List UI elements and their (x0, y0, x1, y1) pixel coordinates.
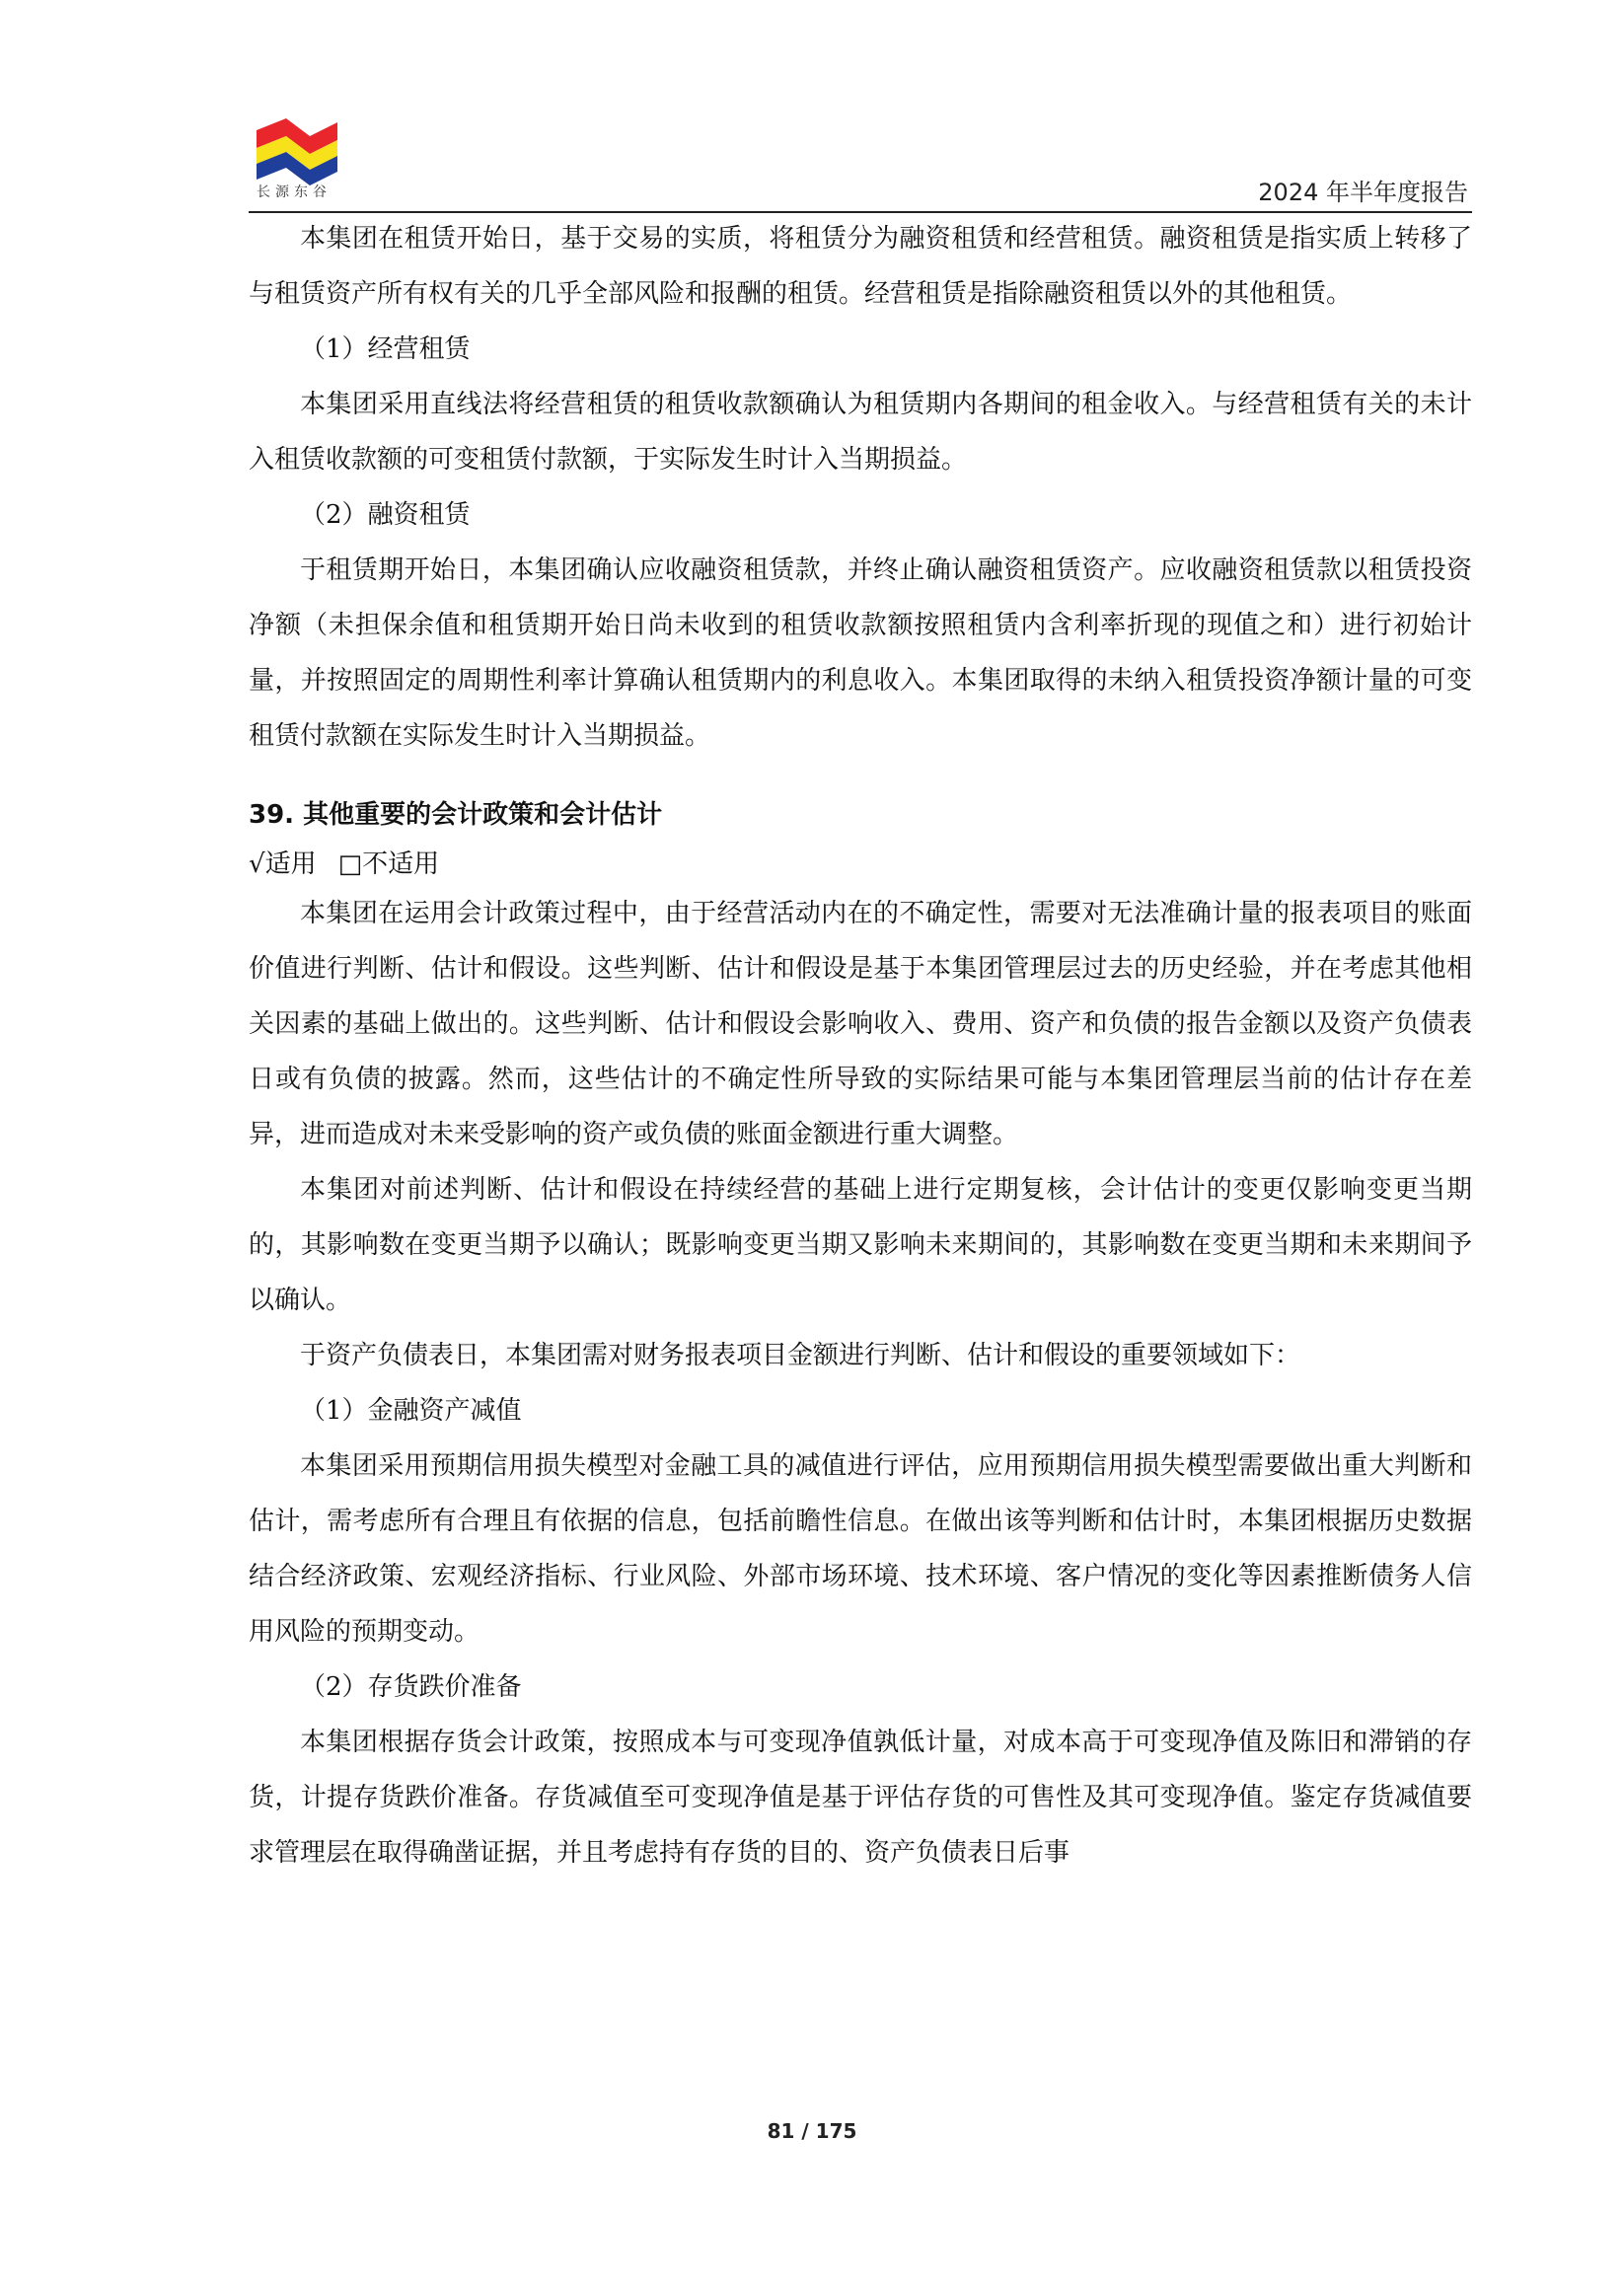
operating-lease-heading: （1）经营租赁 (300, 334, 471, 364)
logo-text: 长源东谷 (257, 184, 332, 200)
finance-lease-heading: （2）融资租赁 (300, 500, 471, 530)
operating-lease-paragraph: 本集团采用直线法将经营租赁的租赁收款额确认为租赁期内各期间的租金收入。与经营租赁有关的未计入租赁收款额的可变租赁付款额，于实际发生时计入当期损益。 (249, 390, 1472, 475)
impairment-heading: （1）金融资产减值 (300, 1396, 522, 1426)
applicability-line (249, 843, 1472, 886)
finance-lease-paragraph: 于租赁期开始日，本集团确认应收融资租赁款，并终止确认融资租赁资产。应收融资租赁款以租赁投资净额（未担保余值和租赁期开始日尚未收到的租赁收款额按照租赁内含利率折现的现值之和）进行初始计量，并按照固定的周期性利率计算确认租赁期内的利息收入。本集团取得的未纳入租赁投资净额计量的可变租赁付款额在实际发生时计入当期损益。 (249, 555, 1472, 751)
page-header (249, 116, 1472, 213)
section-39-title: 39. 其他重要的会计政策和会计估计 (249, 800, 663, 830)
section-39-paragraph-1: 本集团在运用会计政策过程中，由于经营活动内在的不确定性，需要对无法准确计量的报表项目的账面价值进行判断、估计和假设。这些判断、估计和假设是基于本集团管理层过去的历史经验，并在考虑其他相关因素的基础上做出的。这些判断、估计和假设会影响收入、费用、资产和负债的报告金额以及资产负债表日或有负债的披露。然而，这些估计的不确定性所导致的实际结果可能与本集团管理层当前的估计存在差异，进而造成对未来受影响的资产或负债的账面金额进行重大调整。 (249, 899, 1472, 1149)
section-39-paragraph-3: 于资产负债表日，本集团需对财务报表项目金额进行判断、估计和假设的重要领域如下： (300, 1341, 1301, 1370)
lease-intro-paragraph: 本集团在租赁开始日，基于交易的实质，将租赁分为融资租赁和经营租赁。融资租赁是指实质上转移了与租赁资产所有权有关的几乎全部风险和报酬的租赁。经营租赁是指除融资租赁以外的其他租赁。 (249, 224, 1472, 309)
inventory-heading: （2）存货跌价准备 (300, 1672, 522, 1702)
not-applicable-option: □不适用 (337, 849, 440, 879)
inventory-paragraph: 本集团根据存货会计政策，按照成本与可变现净值孰低计量，对成本高于可变现净值及陈旧和滞销的存货，计提存货跌价准备。存货减值至可变现净值是基于评估存货的可售性及其可变现净值。鉴定存货减值要求管理层在取得确凿证据，并且考虑持有存货的目的、资产负债表日后事 (249, 1728, 1472, 1868)
report-title: 2024 年半年度报告 (1258, 179, 1468, 206)
page-number: 81 / 175 (767, 2119, 857, 2143)
applicable-option: √适用 (249, 849, 317, 879)
page-content (249, 211, 1472, 1880)
impairment-paragraph: 本集团采用预期信用损失模型对金融工具的减值进行评估，应用预期信用损失模型需要做出重大判断和估计，需考虑所有合理且有依据的信息，包括前瞻性信息。在做出该等判断和估计时，本集团根据历史数据结合经济政策、宏观经济指标、行业风险、外部市场环境、技术环境、客户情况的变化等因素推断债务人信用风险的预期变动。 (249, 1451, 1472, 1647)
section-39-paragraph-2: 本集团对前述判断、估计和假设在持续经营的基础上进行定期复核，会计估计的变更仅影响变更当期的，其影响数在变更当期予以确认；既影响变更当期又影响未来期间的，其影响数在变更当期和未来期间予以确认。 (249, 1175, 1472, 1315)
